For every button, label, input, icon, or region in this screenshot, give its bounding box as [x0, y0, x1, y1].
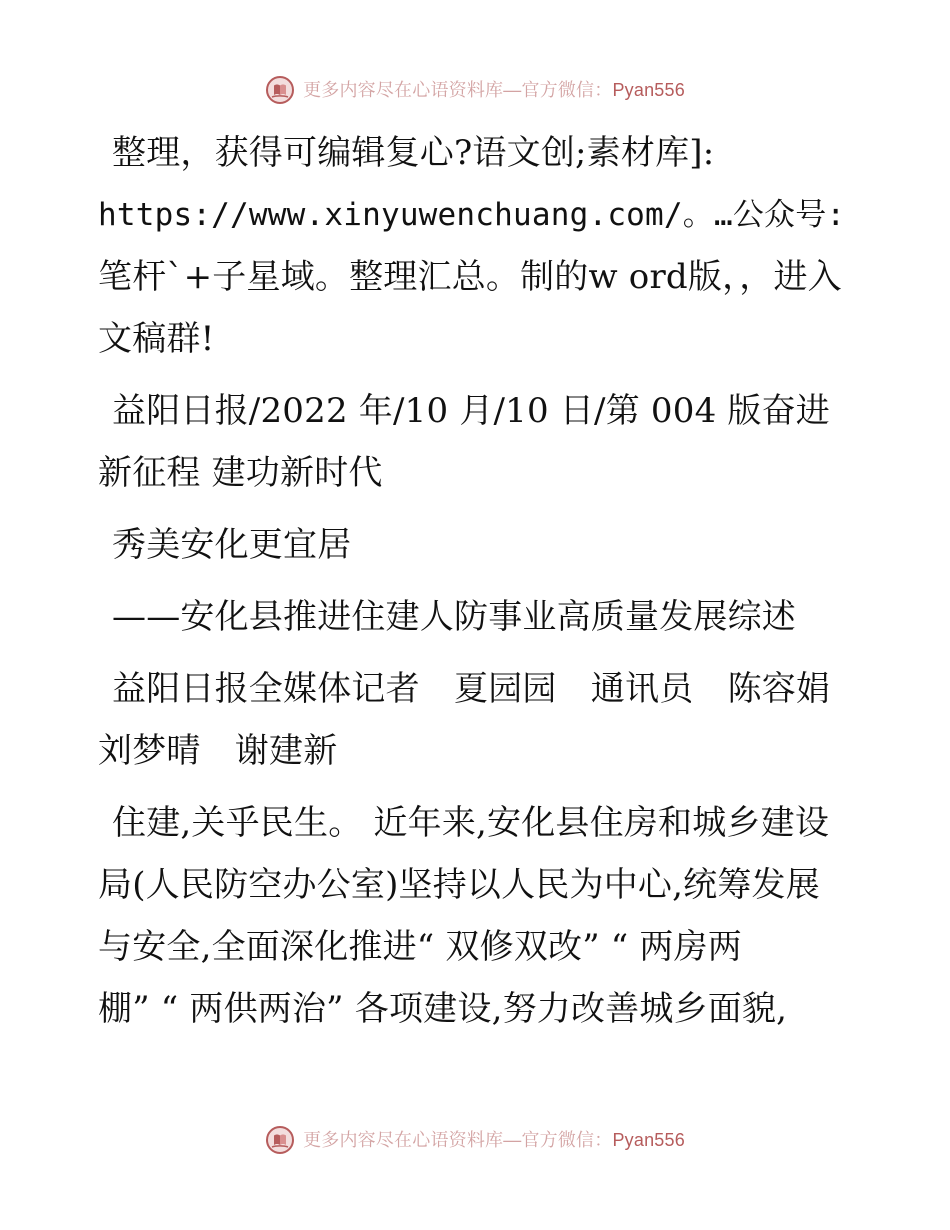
intro-line-3: 文稿群! [98, 319, 215, 359]
byline-line-2: 刘梦晴 谢建新 [98, 731, 338, 771]
document-content [98, 122, 858, 1040]
body-line-2: 局(人民防空办公室)坚持以人民为中心,统筹发展 [98, 865, 820, 905]
intro-url-line: https://www.xinyuwenchuang.com/。…公众号: [98, 197, 846, 233]
body-line-1: 住建,关乎民生。 近年来,安化县住房和城乡建设 [112, 803, 830, 843]
header-brand-text [303, 81, 685, 99]
footer-brand-text [303, 1131, 685, 1149]
body-line-4: 棚” “ 两供两治” 各项建设,努力改善城乡面貌, [98, 989, 788, 1029]
body-line-3: 与安全,全面深化推进“ 双修双改” “ 两房两 [98, 927, 742, 967]
footer-brand-accent: Pyan556 [612, 1130, 685, 1150]
dateline-line-1: 益阳日报/2022 年/10 月/10 日/第 004 版奋进 [112, 391, 831, 431]
intro-line-1: 整理，获得可编辑复心?语文创;素材库]: [112, 133, 715, 173]
byline-line-1: 益阳日报全媒体记者 夏园园 通讯员 陈容娟 [112, 669, 831, 709]
footer-brand-main: 更多内容尽在心语资料库—官方微信： [303, 1130, 613, 1150]
header-brand-accent: Pyan556 [612, 80, 685, 100]
dateline-line-2: 新征程 建功新时代 [98, 453, 383, 493]
header-brand [0, 72, 950, 108]
intro-line-2: 笔杆`+子星域。整理汇总。制的w ord版，，进入 [98, 257, 842, 297]
headline: 秀美安化更宜居 [112, 525, 352, 565]
book-logo-icon [265, 1125, 295, 1155]
book-logo-icon [265, 75, 295, 105]
header-brand-main: 更多内容尽在心语资料库—官方微信： [303, 80, 613, 100]
footer-brand [0, 1122, 950, 1158]
subheadline: ——安化县推进住建人防事业高质量发展综述 [112, 597, 796, 637]
